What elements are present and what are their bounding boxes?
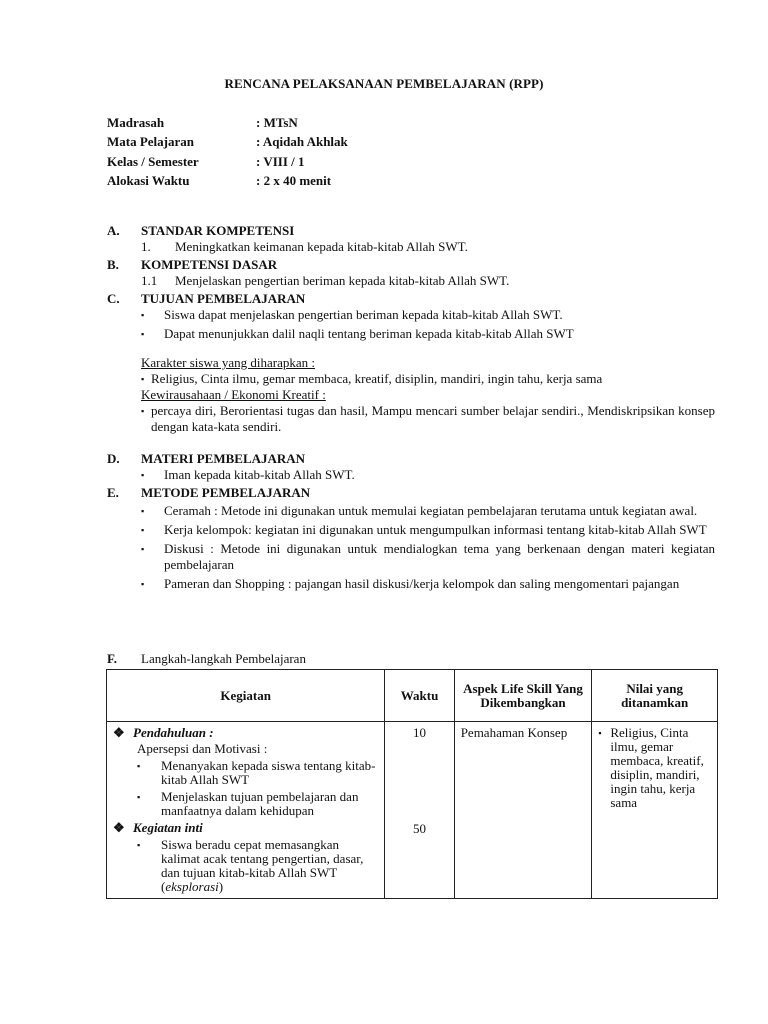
- bullet-icon: ▪: [141, 470, 145, 480]
- section-letter: C.: [107, 291, 120, 306]
- list-item-text: Kerja kelompok: kegiatan ini digunakan untuk mengumpulkan informasi tentang kitab-kitab Allah SWT: [164, 522, 707, 537]
- identity-row: [107, 171, 348, 190]
- bullet-icon: ▪: [141, 544, 145, 554]
- bullet-icon: ▪: [141, 525, 145, 535]
- header-kegiatan: Kegiatan: [107, 670, 385, 722]
- bullet-icon: ▪: [137, 840, 141, 850]
- nilai-cell: [592, 722, 718, 899]
- list-item: [137, 759, 378, 787]
- inti-item-text: Siswa beradu cepat memasangkan kalimat acak tentang pengertian, dasar, dan tujuan kitab-kitab Allah SWT (: [161, 837, 364, 894]
- learning-steps-table: [106, 669, 718, 899]
- list-item-text: Ceramah : Metode ini digunakan untuk memulai kegiatan pembelajaran terutama untuk kegiatan awal.: [164, 503, 698, 518]
- document-body: [107, 221, 715, 595]
- waktu-pendahuluan: 10: [413, 725, 427, 740]
- waktu-cell: [385, 722, 454, 899]
- section-title: STANDAR KOMPETENSI: [141, 223, 295, 238]
- list-item: [141, 576, 715, 592]
- section-title: KOMPETENSI DASAR: [141, 257, 278, 272]
- pendahuluan-list: [113, 759, 378, 818]
- identity-key: Alokasi Waktu: [107, 172, 190, 188]
- section-b-heading: [107, 257, 715, 273]
- diamond-icon: ❖: [113, 725, 125, 740]
- section-a-heading: [107, 223, 715, 239]
- pendahuluan-heading: [113, 726, 378, 740]
- list-item-text: Dapat menunjukkan dalil naqli tentang beriman kepada kitab-kitab Allah SWT: [164, 326, 574, 341]
- diamond-icon: ❖: [113, 820, 125, 835]
- identity-block: [107, 113, 348, 190]
- inti-heading: [113, 821, 378, 835]
- list-item: [141, 503, 715, 519]
- section-a-item: [107, 239, 715, 255]
- list-item-text: Menanyakan kepada siswa tentang kitab-kitab Allah SWT: [161, 758, 376, 787]
- inti-item-emphasis: eksplorasi: [165, 879, 219, 894]
- kegiatan-cell: [107, 722, 385, 899]
- section-c-heading: [107, 291, 715, 307]
- objectives-list: [107, 307, 715, 342]
- list-item: [141, 522, 715, 538]
- list-item-text: Iman kepada kitab-kitab Allah SWT.: [164, 467, 355, 482]
- section-title: TUJUAN PEMBELAJARAN: [141, 291, 306, 306]
- header-aspek: Aspek Life Skill Yang Dikembangkan: [454, 670, 592, 722]
- bullet-icon: ▪: [141, 329, 145, 339]
- entrepreneurship-values: [141, 403, 715, 435]
- list-item: [141, 467, 715, 483]
- item-number: 1.1: [141, 273, 158, 288]
- item-number: 1.: [141, 239, 151, 254]
- list-item-text: Pameran dan Shopping : pajangan hasil diskusi/kerja kelompok dan saling mengomentari pajangan: [164, 576, 680, 591]
- inti-title: Kegiatan inti: [133, 820, 203, 835]
- header-nilai: Nilai yang ditanamkan: [592, 670, 718, 722]
- bullet-icon: ▪: [598, 728, 602, 738]
- inti-item-end: ): [218, 879, 224, 894]
- identity-value: : VIII / 1: [256, 153, 305, 169]
- identity-row: [107, 132, 348, 151]
- identity-row: [107, 113, 348, 132]
- list-item-text: Siswa dapat menjelaskan pengertian beriman kepada kitab-kitab Allah SWT.: [164, 307, 563, 322]
- section-letter: A.: [107, 223, 120, 238]
- bullet-icon: ▪: [137, 761, 141, 771]
- bullet-icon: ▪: [141, 579, 145, 589]
- bullet-icon: ▪: [141, 406, 145, 416]
- material-list: [107, 467, 715, 483]
- table-header-row: [107, 670, 718, 722]
- character-label: Karakter siswa yang diharapkan :: [141, 355, 315, 370]
- section-d-heading: [107, 451, 715, 467]
- list-item: [137, 838, 378, 894]
- character-block: [107, 355, 715, 435]
- list-item: [141, 326, 715, 342]
- list-item-text: Menjelaskan tujuan pembelajaran dan manfaatnya dalam kehidupan: [161, 789, 359, 818]
- list-item: [141, 541, 715, 573]
- aspek-cell: [454, 722, 592, 899]
- item-text: Meningkatkan keimanan kepada kitab-kitab Allah SWT.: [175, 239, 468, 254]
- section-e-heading: [107, 485, 715, 501]
- bullet-icon: ▪: [137, 792, 141, 802]
- identity-value: : MTsN: [256, 115, 298, 130]
- list-item-text: [161, 838, 378, 894]
- bullet-icon: ▪: [141, 506, 145, 516]
- aspek-value: Pemahaman Konsep: [460, 725, 568, 740]
- section-letter: F.: [107, 651, 117, 666]
- nilai-item: [598, 726, 711, 810]
- nilai-value: Religius, Cinta ilmu, gemar membaca, kreatif, disiplin, mandiri, ingin tahu, kerja sama: [610, 725, 704, 810]
- item-text: Menjelaskan pengertian beriman kepada kitab-kitab Allah SWT.: [175, 273, 510, 288]
- character-values: [141, 371, 715, 387]
- table-row: [107, 722, 718, 899]
- document-title: RENCANA PELAKSANAAN PEMBELAJARAN (RPP): [224, 76, 544, 91]
- section-title: Langkah-langkah Pembelajaran: [141, 651, 306, 666]
- pendahuluan-sub: Apersepsi dan Motivasi :: [137, 741, 268, 756]
- identity-key: Madrasah: [107, 115, 165, 130]
- pendahuluan-title: Pendahuluan :: [133, 725, 214, 740]
- character-values-text: Religius, Cinta ilmu, gemar membaca, kreatif, disiplin, mandiri, ingin tahu, kerja sama: [151, 371, 603, 386]
- section-f-heading: [107, 651, 717, 667]
- inti-list: [113, 838, 378, 894]
- section-letter: E.: [107, 485, 119, 500]
- section-b-item: [107, 273, 715, 289]
- method-list: [107, 503, 715, 592]
- entrepreneurship-label: Kewirausahaan / Ekonomi Kreatif :: [141, 387, 326, 402]
- list-item-text: Diskusi : Metode ini digunakan untuk mendialogkan tema yang berkenaan dengan materi kegiatan pembelajaran: [164, 541, 715, 572]
- section-letter: D.: [107, 451, 120, 466]
- bullet-icon: ▪: [141, 374, 145, 384]
- section-title: METODE PEMBELAJARAN: [141, 485, 311, 500]
- identity-key: Mata Pelajaran: [107, 134, 195, 150]
- bullet-icon: ▪: [141, 310, 145, 320]
- list-item: [137, 790, 378, 818]
- section-title: MATERI PEMBELAJARAN: [141, 451, 306, 466]
- identity-value: : 2 x 40 menit: [256, 172, 332, 188]
- entrepreneurship-values-text: percaya diri, Berorientasi tugas dan hasil, Mampu mencari sumber belajar sendiri., Mendiskripsikan konsep dengan kata-kata sendiri.: [151, 403, 715, 434]
- identity-row: [107, 152, 348, 171]
- list-item: [141, 307, 715, 323]
- section-letter: B.: [107, 257, 119, 272]
- identity-value: : Aqidah Akhlak: [256, 134, 348, 150]
- identity-key: Kelas / Semester: [107, 153, 199, 169]
- waktu-inti: 50: [413, 821, 427, 836]
- header-waktu: Waktu: [385, 670, 454, 722]
